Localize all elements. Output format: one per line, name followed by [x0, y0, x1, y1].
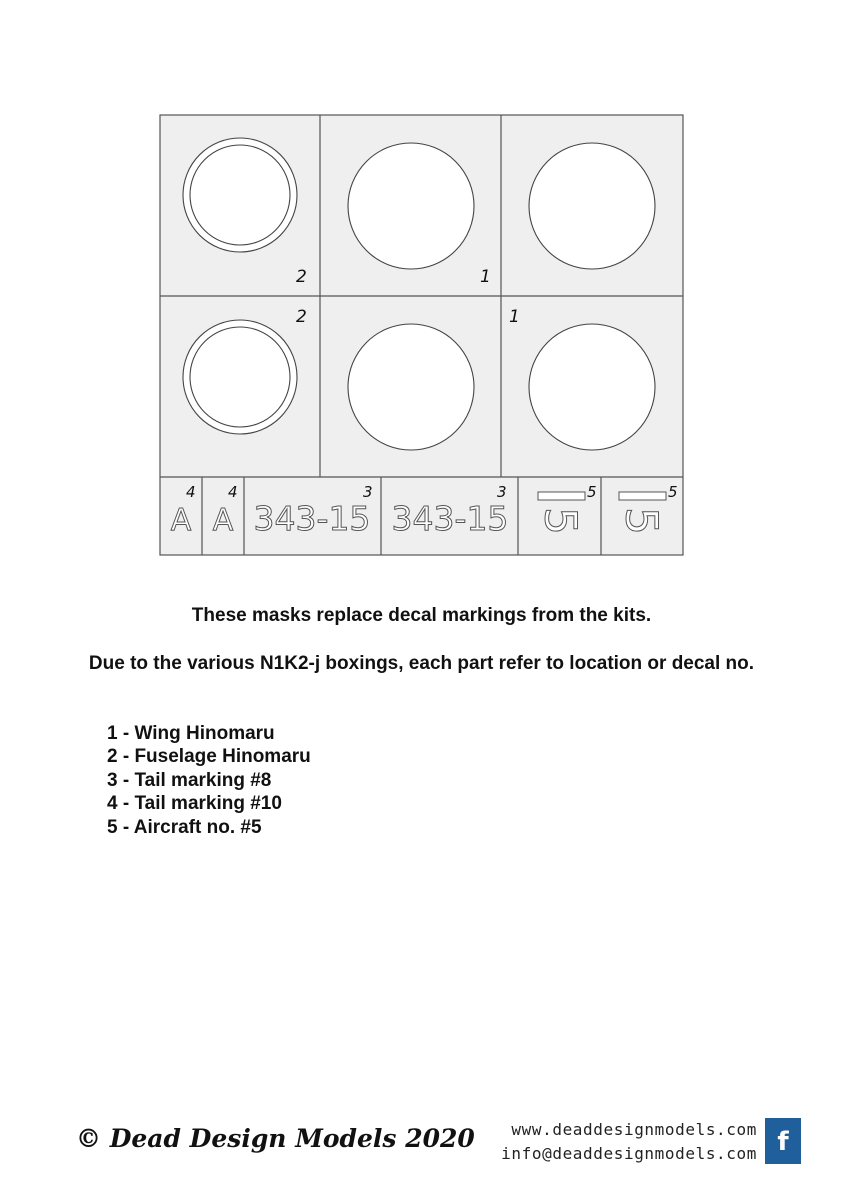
note-text: Due to the various N1K2-j boxings, each part refer to location or decal no. — [88, 653, 755, 674]
facebook-icon[interactable]: f — [765, 1118, 801, 1164]
part-number-label: 2 — [296, 267, 307, 287]
email-link[interactable]: info@deaddesignmodels.com — [501, 1144, 757, 1163]
aircraft-number-glyph: 5 — [615, 507, 667, 535]
copyright-signature: © Dead Design Models 2020 — [76, 1124, 475, 1153]
tail-code-mask: 343-15 — [253, 499, 371, 538]
wing-hinomaru-mask-2 — [529, 143, 655, 269]
legend-item: 1 - Wing Hinomaru — [107, 723, 275, 744]
fuselage-hinomaru-mask-2 — [183, 320, 297, 434]
tail-code-mask: 343-15 — [391, 499, 509, 538]
legend-item: 2 - Fuselage Hinomaru — [107, 746, 311, 768]
website-link[interactable]: www.deaddesignmodels.com — [511, 1120, 757, 1139]
wing-hinomaru-mask-3 — [348, 324, 474, 450]
part-number-label: 4 — [228, 483, 238, 501]
aircraft-number-mask — [616, 492, 667, 535]
aircraft-number-glyph: 5 — [534, 507, 586, 535]
fuselage-hinomaru-mask-1 — [183, 138, 297, 252]
legend-item: 5 - Aircraft no. #5 — [107, 816, 262, 838]
legend-item: 3 - Tail marking #8 — [107, 769, 272, 791]
part-number-label: 4 — [186, 483, 196, 501]
part-number-label: 5 — [587, 483, 597, 501]
intro-text: These masks replace decal markings from the kits. — [191, 605, 652, 626]
aircraft-number-mask — [535, 492, 586, 535]
legend-list — [107, 722, 311, 839]
part-number-label: 1 — [480, 267, 491, 287]
letter-a-mask: A — [170, 503, 192, 538]
wing-hinomaru-mask-1 — [348, 143, 474, 269]
part-number-label: 3 — [497, 483, 507, 501]
part-number-label: 3 — [363, 483, 373, 501]
letter-a-mask: A — [212, 503, 234, 538]
contact-block — [501, 1118, 757, 1166]
part-number-label: 2 — [296, 307, 307, 327]
part-number-label: 5 — [668, 483, 678, 501]
part-number-label: 1 — [509, 307, 520, 327]
wing-hinomaru-mask-4 — [529, 324, 655, 450]
legend-item: 4 - Tail marking #10 — [107, 793, 282, 815]
